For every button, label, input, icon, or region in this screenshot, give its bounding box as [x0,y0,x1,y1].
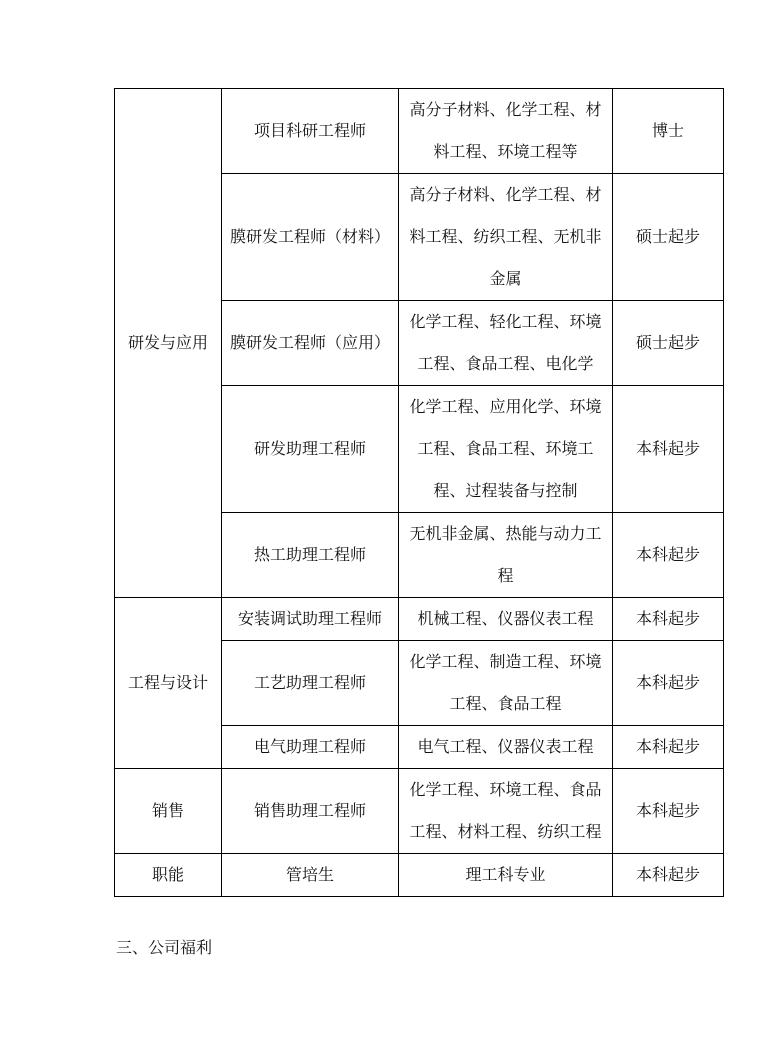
major-cell: 高分子材料、化学工程、材料工程、纺织工程、无机非金属 [399,174,613,301]
degree-cell: 硕士起步 [613,301,724,386]
major-cell: 高分子材料、化学工程、材料工程、环境工程等 [399,89,613,174]
major-cell: 无机非金属、热能与动力工程 [399,513,613,598]
degree-cell: 博士 [613,89,724,174]
position-cell: 热工助理工程师 [222,513,399,598]
recruitment-table [114,88,724,897]
degree-cell: 本科起步 [613,641,724,726]
degree-cell: 硕士起步 [613,174,724,301]
category-cell: 研发与应用 [115,89,222,598]
degree-cell: 本科起步 [613,726,724,769]
degree-cell: 本科起步 [613,769,724,854]
degree-cell: 本科起步 [613,513,724,598]
degree-cell: 本科起步 [613,854,724,897]
degree-cell: 本科起步 [613,386,724,513]
category-cell: 工程与设计 [115,598,222,769]
major-cell: 化学工程、制造工程、环境工程、食品工程 [399,641,613,726]
position-cell: 膜研发工程师（应用） [222,301,399,386]
section-heading: 三、公司福利 [116,938,213,957]
major-cell: 化学工程、环境工程、食品工程、材料工程、纺织工程 [399,769,613,854]
category-cell: 职能 [115,854,222,897]
position-cell: 管培生 [222,854,399,897]
major-cell: 机械工程、仪器仪表工程 [399,598,613,641]
position-cell: 销售助理工程师 [222,769,399,854]
major-cell: 化学工程、应用化学、环境工程、食品工程、环境工程、过程装备与控制 [399,386,613,513]
table-row [115,598,724,641]
major-cell: 理工科专业 [399,854,613,897]
table-row [115,89,724,174]
major-cell: 电气工程、仪器仪表工程 [399,726,613,769]
degree-cell: 本科起步 [613,598,724,641]
position-cell: 研发助理工程师 [222,386,399,513]
position-cell: 膜研发工程师（材料） [222,174,399,301]
position-cell: 安装调试助理工程师 [222,598,399,641]
category-cell: 销售 [115,769,222,854]
position-cell: 项目科研工程师 [222,89,399,174]
table-row [115,769,724,854]
position-cell: 电气助理工程师 [222,726,399,769]
major-cell: 化学工程、轻化工程、环境工程、食品工程、电化学 [399,301,613,386]
position-cell: 工艺助理工程师 [222,641,399,726]
table-row [115,854,724,897]
